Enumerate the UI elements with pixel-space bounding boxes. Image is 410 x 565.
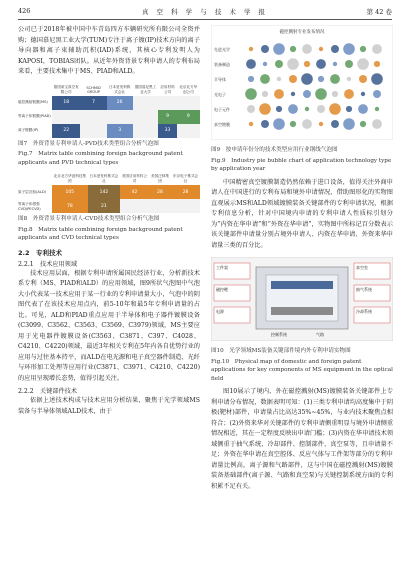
fig9-bubble xyxy=(290,121,296,127)
fig9-bubble xyxy=(372,119,382,129)
fig9-bubble xyxy=(332,91,338,97)
fig9-bubble-chart xyxy=(211,25,393,140)
fig7-cell xyxy=(80,124,106,138)
fig7-cell xyxy=(158,96,176,110)
fig9-row-label: 先进光学 xyxy=(214,47,230,52)
fig9-bubble xyxy=(259,103,271,115)
fig9-bubble xyxy=(361,92,365,96)
fig9-bubble xyxy=(303,90,311,98)
fig9-bubble xyxy=(347,77,351,81)
fig7-row-label: 等离子体镀膜(PIAD) xyxy=(18,114,51,118)
fig7-cell: 18 xyxy=(52,96,80,110)
fig10-part-label: 控制系统 xyxy=(271,332,287,337)
subsection-heading-2-2-1: 2.2.1 技术应用领域 xyxy=(18,260,78,268)
fig9-bubble xyxy=(373,90,381,98)
section-heading-2-2: 2.2 专利技术 xyxy=(18,248,63,257)
paragraph-intro: 公司已于2018年被中国中车青岛四方车辆研究所有限公司全资并购；德国慕尼黑工业大学(TUM)专注于离子镀(IP)技术方向的离子导向器和离子束辅助沉积(IAD)系统，其核心专利发明人为KAPOSI，TOBIAS团队。从近年外资背景专利申请人的专利布局来看，主要技术集中于MS、PIAD和ALD。 xyxy=(18,26,200,75)
fig7-cell xyxy=(80,110,106,124)
fig9-bubble xyxy=(249,47,253,51)
fig9-bubble xyxy=(277,77,281,81)
fig9-bubble xyxy=(357,58,369,70)
fig8-cell: 21 xyxy=(88,199,120,213)
fig8-cell: 42 xyxy=(120,185,149,199)
fig8-cell xyxy=(120,199,149,213)
fig9-bubble xyxy=(345,60,353,68)
fig9-bubble xyxy=(302,44,312,54)
fig9-bubble xyxy=(359,75,367,83)
fig8-col: 美国应用材料公司 xyxy=(121,174,148,183)
fig9-bubble xyxy=(375,107,379,111)
fig7-col: 德国莱宝真空有限公司 xyxy=(53,84,79,94)
fig8-caption-zh: 图8 外资背景专利申请人-CVD技术类型组合分析气泡图 xyxy=(18,216,160,222)
left-column xyxy=(18,25,200,417)
fig7-cell: 7 xyxy=(80,96,106,110)
figure-8 xyxy=(18,173,200,243)
subsection-heading-2-2-2: 2.2.2 关键部件技术 xyxy=(18,388,78,395)
fig9-bubble xyxy=(333,62,337,66)
fig9-bubble xyxy=(344,89,354,99)
journal-title: 真 空 科 学 与 技 术 学 报 xyxy=(141,8,269,16)
fig9-bubble xyxy=(273,118,285,130)
fig8-cell xyxy=(149,199,171,213)
fig7-col: 北京北方华创公司 xyxy=(179,84,198,94)
fig8-col: 美国泛林集团 xyxy=(151,174,169,183)
fig7-cell: 9 xyxy=(158,110,176,124)
page-header xyxy=(18,7,392,19)
fig9-title: 磁控溅射专业发布情况 xyxy=(279,30,325,35)
fig8-matrix xyxy=(18,173,200,213)
fig8-col: 日本爱发科株式会社 xyxy=(89,174,119,183)
fig10-caption-en: Fig.10 Physical map of domestic and foreign patent applications for key components of MS equipment in the optical field xyxy=(211,358,393,382)
fig7-matrix xyxy=(18,84,200,138)
fig9-bubble xyxy=(301,73,313,85)
fig8-col: 北京北方华创科技集团 xyxy=(53,174,87,183)
fig9-bubble xyxy=(331,120,339,128)
fig9-bubble xyxy=(246,59,256,69)
fig7-caption-zh: 图7 外资背景专利申请人-PVD技术类型组合分析气泡图 xyxy=(18,140,159,147)
fig9-bubble xyxy=(305,107,309,111)
fig9-bubble xyxy=(343,43,355,55)
fig7-cell xyxy=(52,110,80,124)
fig7-cell: 26 xyxy=(107,96,133,110)
fig9-bubble xyxy=(372,44,382,54)
figure-7 xyxy=(18,84,200,168)
fig8-row-label: 原子层沉积(ALD) xyxy=(18,189,47,194)
fig9-bubble xyxy=(343,118,355,130)
fig9-bubble xyxy=(315,88,327,100)
fig10-part-label: 电源 xyxy=(216,309,224,314)
fig7-caption-en: Fig.7 Matrix table combining foreign background patent applicants and PVD technical types xyxy=(18,151,183,166)
fig8-cell xyxy=(171,199,200,213)
fig9-bubble xyxy=(371,73,383,85)
fig9-bubble xyxy=(374,61,380,67)
fig9-bubble xyxy=(287,58,299,70)
right-column xyxy=(211,25,393,492)
fig7-cell xyxy=(107,110,133,124)
fig9-bubble xyxy=(290,46,296,52)
fig7-row-label: 离子镀膜(IP) xyxy=(18,128,39,132)
fig9-bubble xyxy=(330,74,340,84)
figure-10 xyxy=(211,257,393,383)
fig9-bubble xyxy=(319,47,323,51)
paragraph-foreign-applicants: 中国精密真空镀膜制造仍然依赖于进口设备，值得关注外商申请人在中国进行的专利布局和境外申请情况，借助图形化的实物图直观展示MS和ALD领域镀膜装备关键部件的专利申请状况，根据专利信息分析，针对中国境内申请的专利申请人性质标引划分为“内资在华申请”和“外资在华申请”，实物图中所标记百分数表示该关键部件申请量分别占境外申请人、内资在华申请、外资来华申请量三类的百分比。 xyxy=(211,178,393,249)
fig9-bubble xyxy=(248,76,254,82)
fig9-bubble xyxy=(291,92,295,96)
fig7-cell xyxy=(177,124,200,138)
fig9-bubble xyxy=(260,74,270,84)
fig9-bubble xyxy=(261,120,269,128)
fig7-cell xyxy=(133,96,159,110)
fig9-bubble xyxy=(302,119,312,129)
page-number: 426 xyxy=(18,7,31,15)
header-rule xyxy=(18,19,392,20)
fig9-bubble xyxy=(331,45,339,53)
fig8-cell: 28 xyxy=(171,185,200,199)
fig9-bubble xyxy=(276,106,282,112)
paragraph-fig10-analysis: 图10展示了境内、外在磁控溅射(MS)镀膜装备关键部件上专利申请分布情况，数据表明可知：(1)三类专利申请均高度集中于阴极(靶材)部件，申请量占比高达35%~45%，与业内技术聚焦点相符合；(2)外资来华对关键部件的专利申请侧重明显与境外申请侧重情况相近，其在一定程度反映出申请门槛；(3)内资在华申请技术领域侧重于抽气系统、冷却部件、控制部件、真空泵等，且申请量不足；外资在华申请在真空腔体、反应气体与工件架等部分的专利申请量比例高，离子源和气路部件，这与中国在磁控溅射(MS)镀膜装备基础部件(离子源、气路和真空泵)与关键控制系统方面的专利积累不足有关。 xyxy=(211,388,394,490)
fig9-bubble xyxy=(304,61,310,67)
fig8-cell: 105 xyxy=(52,185,88,199)
fig10-part-label: 磁控靶 xyxy=(216,287,228,292)
fig9-bubble xyxy=(316,59,326,69)
fig9-bubble xyxy=(360,46,366,52)
fig10-part-label: 冷却系统 xyxy=(356,309,372,314)
fig9-bubble xyxy=(249,122,253,126)
fig8-cell: 28 xyxy=(149,185,171,199)
fig9-caption-zh: 图9 按申请年份分的技术类型应用行业钢线气泡图 xyxy=(211,147,338,153)
fig9-row-label: 装备制造 xyxy=(214,62,230,67)
paragraph-application-field: 技术应用层面，根据专利申请所属国民经济行业，分析新技术系专利（MS、PIAD和ALD）的应用领域，图9所状气泡图中气泡大小代表某一技术应用于某一行业的专利申请量大小，气泡中的阴图代表了在该技术应用点内，前5-10年和最5年专利申请量的占比。可见，ALD和PIAD重点应用于半导体和电子器件镀膜设备(C3099、C3562、C3563、C3569、C3979)领域，MS主要应用于光电器件镀膜设备(C3563、C3871、C397、C4028、C4210、C4220)领域，最近3年相关专利在5年内各自优势行业的应用与过往基本持平，而ALD在电光源和电子真空器件制造、光纤与环形加工处理等应用行业(C3871、C3971、C4210、C4220)的应用呈现增长态势，值得引起关注。 xyxy=(18,269,200,382)
fig8-row-label: 等离子体增强CVD(PECVD) xyxy=(18,201,41,211)
fig9-bubble xyxy=(273,43,285,55)
fig8-cell: 78 xyxy=(52,199,88,213)
volume-label: 第 42 卷 xyxy=(366,8,392,16)
fig9-bubble xyxy=(275,60,283,68)
fig9-bubble xyxy=(247,105,255,113)
fig9-bubble xyxy=(317,105,325,113)
fig7-cell xyxy=(177,96,200,110)
fig9-row-label: 光电子 xyxy=(214,92,226,97)
fig7-cell: 22 xyxy=(52,124,80,138)
fig10-part-label: 气路 xyxy=(316,332,324,337)
fig9-row-label: 半导体 xyxy=(214,77,226,82)
fig7-cell xyxy=(133,124,159,138)
fig8-cell: 142 xyxy=(88,185,120,199)
fig9-bubble xyxy=(289,75,297,83)
fig9-bubble xyxy=(261,45,269,53)
fig9-bubble xyxy=(245,88,257,100)
fig9-bubble xyxy=(318,76,324,82)
fig9-bubble xyxy=(346,106,352,112)
fig7-col: SCHMID GROUP xyxy=(86,85,101,94)
fig7-col: 日本爱发科株式会社 xyxy=(108,84,131,94)
fig9-bubble xyxy=(360,121,366,127)
fig9-bubble xyxy=(329,103,341,115)
fig9-bubble xyxy=(263,62,267,66)
fig9-bubble xyxy=(274,89,284,99)
fig10-physical-map xyxy=(211,257,393,341)
fig7-row-label: 磁控溅射镀膜(MS) xyxy=(18,100,48,104)
fig9-bubble xyxy=(358,104,368,114)
fig10-part-label: 真空室 xyxy=(356,265,368,270)
fig8-caption-en: Fig.8 Matrix table combining foreign background patent applicants and CVD technical types xyxy=(18,226,183,241)
fig7-cell: 9 xyxy=(177,110,200,124)
fig10-part-label: 工件架 xyxy=(216,265,228,270)
fig9-bubble xyxy=(319,122,323,126)
fig9-row-label: 电子元件 xyxy=(214,107,230,112)
fig10-caption-zh: 图10 光学领域MS装备关键部件境内外专利申请实物图 xyxy=(211,348,351,354)
fig9-caption-en: Fig.9 Industry pie bubble chart of application technology type by application year xyxy=(211,157,392,172)
figure-9 xyxy=(211,25,393,174)
fig9-row-label: 真空镀膜 xyxy=(214,122,230,127)
fig9-bubble xyxy=(262,91,268,97)
fig7-cell: 3 xyxy=(107,124,133,138)
fig7-col: 德国慕尼黑工业大学 xyxy=(134,84,157,94)
paragraph-key-components: 依据上述技术构成与技术应用分析结果，聚焦于光学领域MS装备与半导体领域ALD技术，由于 xyxy=(18,397,200,415)
fig7-cell xyxy=(133,110,159,124)
fig8-col: 东京电子株式会社 xyxy=(172,174,199,183)
fig7-col: 应用材料公司 xyxy=(160,84,175,94)
fig9-bubble xyxy=(288,104,298,114)
fig7-cell: 33 xyxy=(158,124,176,138)
fig10-part-label: 抽气系统 xyxy=(356,287,372,292)
